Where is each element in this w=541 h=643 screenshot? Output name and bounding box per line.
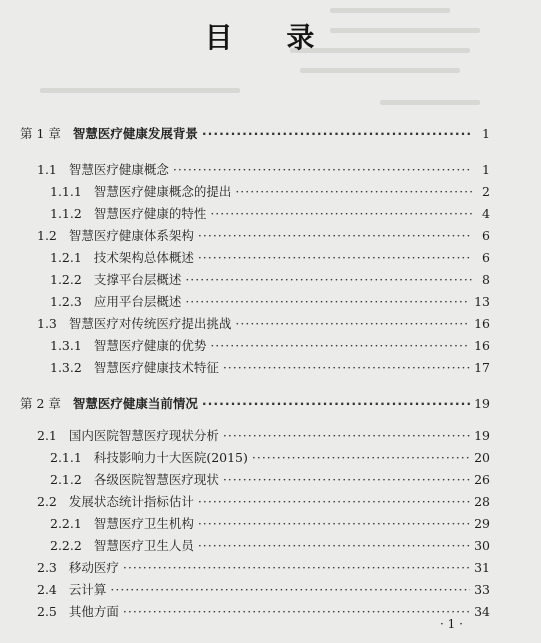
toc-number: 2.1.2	[50, 472, 82, 487]
toc-page: 34	[474, 604, 490, 619]
toc-leader	[123, 604, 470, 620]
toc-subsection-2-1-2[interactable]	[50, 472, 490, 488]
toc-subsection-2-1-1[interactable]	[50, 450, 490, 466]
toc-page: 30	[474, 538, 490, 553]
toc-page: 6	[482, 228, 490, 243]
toc-label: 云计算	[68, 582, 107, 597]
toc-leader	[235, 316, 470, 332]
toc-leader	[198, 538, 470, 554]
toc-label: 智慧医疗健康发展背景	[72, 126, 198, 141]
toc-label: 智慧医疗健康的优势	[93, 338, 207, 353]
toc-label: 智慧医疗健康的特性	[93, 206, 207, 221]
toc-leader	[223, 428, 470, 444]
toc-label: 智慧医疗健康当前情况	[72, 396, 198, 411]
toc-leader	[198, 250, 472, 266]
toc-leader	[210, 338, 470, 354]
toc-number: 2.2.1	[50, 516, 82, 531]
toc-page: 20	[474, 450, 490, 465]
toc-number: 1.2.2	[50, 272, 82, 287]
toc-label: 技术架构总体概述	[93, 250, 194, 265]
toc-subsection-1-1-2[interactable]	[50, 206, 490, 222]
toc-label: 智慧医疗卫生机构	[93, 516, 194, 531]
toc-section-2-3[interactable]	[37, 560, 490, 576]
toc-page: 16	[474, 338, 490, 353]
toc-subsection-1-1-1[interactable]	[50, 184, 490, 200]
toc-leader	[198, 228, 472, 244]
toc-page: 1	[482, 126, 490, 141]
toc-number: 第 2 章	[20, 396, 61, 411]
toc-number: 1.2	[37, 228, 57, 243]
toc-number: 1.2.1	[50, 250, 82, 265]
toc-number: 1.2.3	[50, 294, 82, 309]
toc-leader	[185, 272, 472, 288]
toc-leader	[110, 582, 470, 598]
toc-chapter-1[interactable]	[20, 126, 490, 142]
toc-section-2-2[interactable]	[37, 494, 490, 510]
toc-section-1-2[interactable]	[37, 228, 490, 244]
toc-page: 8	[482, 272, 490, 287]
toc-number: 第 1 章	[20, 126, 61, 141]
toc-leader	[173, 162, 472, 178]
toc-subsection-2-2-2[interactable]	[50, 538, 490, 554]
toc-leader	[123, 560, 470, 576]
toc-page: 28	[474, 494, 490, 509]
toc-number: 1.1.2	[50, 206, 82, 221]
toc-page: 6	[482, 250, 490, 265]
toc-label: 各级医院智慧医疗现状	[93, 472, 219, 487]
toc-label: 其他方面	[68, 604, 119, 619]
toc-subsection-2-2-1[interactable]	[50, 516, 490, 532]
toc-subsection-1-2-2[interactable]	[50, 272, 490, 288]
toc-subsection-1-2-1[interactable]	[50, 250, 490, 266]
toc-section-2-4[interactable]	[37, 582, 490, 598]
toc-leader	[210, 206, 472, 222]
toc-section-1-1[interactable]	[37, 162, 490, 178]
toc-number: 2.2	[37, 494, 57, 509]
toc-page: 17	[474, 360, 490, 375]
toc-page: 2	[482, 184, 490, 199]
toc-page: 19	[474, 428, 490, 443]
toc-number: 2.5	[37, 604, 57, 619]
toc-leader	[202, 396, 470, 412]
toc-page: 19	[474, 396, 490, 411]
toc-label: 智慧医疗健康体系架构	[68, 228, 194, 243]
toc-leader	[198, 516, 470, 532]
toc-leader	[202, 126, 472, 142]
toc-number: 1.3	[37, 316, 57, 331]
toc-number: 2.4	[37, 582, 57, 597]
toc-page: 33	[474, 582, 490, 597]
toc-leader	[198, 494, 470, 510]
toc-number: 1.1	[37, 162, 57, 177]
toc-page: 31	[474, 560, 490, 575]
toc-number: 2.1.1	[50, 450, 82, 465]
toc-number: 1.3.1	[50, 338, 82, 353]
toc-number: 2.3	[37, 560, 57, 575]
toc-section-2-5[interactable]	[37, 604, 490, 620]
toc-page: 16	[474, 316, 490, 331]
toc-leader	[235, 184, 472, 200]
toc-label: 移动医疗	[68, 560, 119, 575]
toc-label: 智慧医疗卫生人员	[93, 538, 194, 553]
toc-leader	[223, 360, 470, 376]
toc-leader	[185, 294, 470, 310]
toc-leader	[252, 450, 470, 466]
toc-subsection-1-2-3[interactable]	[50, 294, 490, 310]
toc-label: 智慧医疗健康概念	[68, 162, 169, 177]
toc-leader	[223, 472, 470, 488]
toc-page: 1	[482, 162, 490, 177]
toc-number: 1.1.1	[50, 184, 82, 199]
toc-section-1-3[interactable]	[37, 316, 490, 332]
toc-number: 2.2.2	[50, 538, 82, 553]
toc-page: 26	[474, 472, 490, 487]
toc-label: 智慧医疗健康概念的提出	[93, 184, 232, 199]
toc-subsection-1-3-1[interactable]	[50, 338, 490, 354]
toc-label: 国内医院智慧医疗现状分析	[68, 428, 219, 443]
toc-subsection-1-3-2[interactable]	[50, 360, 490, 376]
toc-label: 支撑平台层概述	[93, 272, 182, 287]
toc-number: 1.3.2	[50, 360, 82, 375]
toc-label: 智慧医疗健康技术特征	[93, 360, 219, 375]
page-number-footer: · 1 ·	[440, 617, 463, 631]
toc-page: 13	[474, 294, 490, 309]
toc-section-2-1[interactable]	[37, 428, 490, 444]
toc-number: 2.1	[37, 428, 57, 443]
toc-label: 应用平台层概述	[93, 294, 182, 309]
toc-label: 科技影响力十大医院(2015)	[93, 450, 248, 465]
page-title: 目 录	[204, 21, 337, 54]
toc-label: 智慧医疗对传统医疗提出挑战	[68, 316, 232, 331]
toc-label: 发展状态统计指标估计	[68, 494, 194, 509]
toc-page: 29	[474, 516, 490, 531]
toc-page: 4	[482, 206, 490, 221]
toc-chapter-2[interactable]	[20, 396, 490, 412]
